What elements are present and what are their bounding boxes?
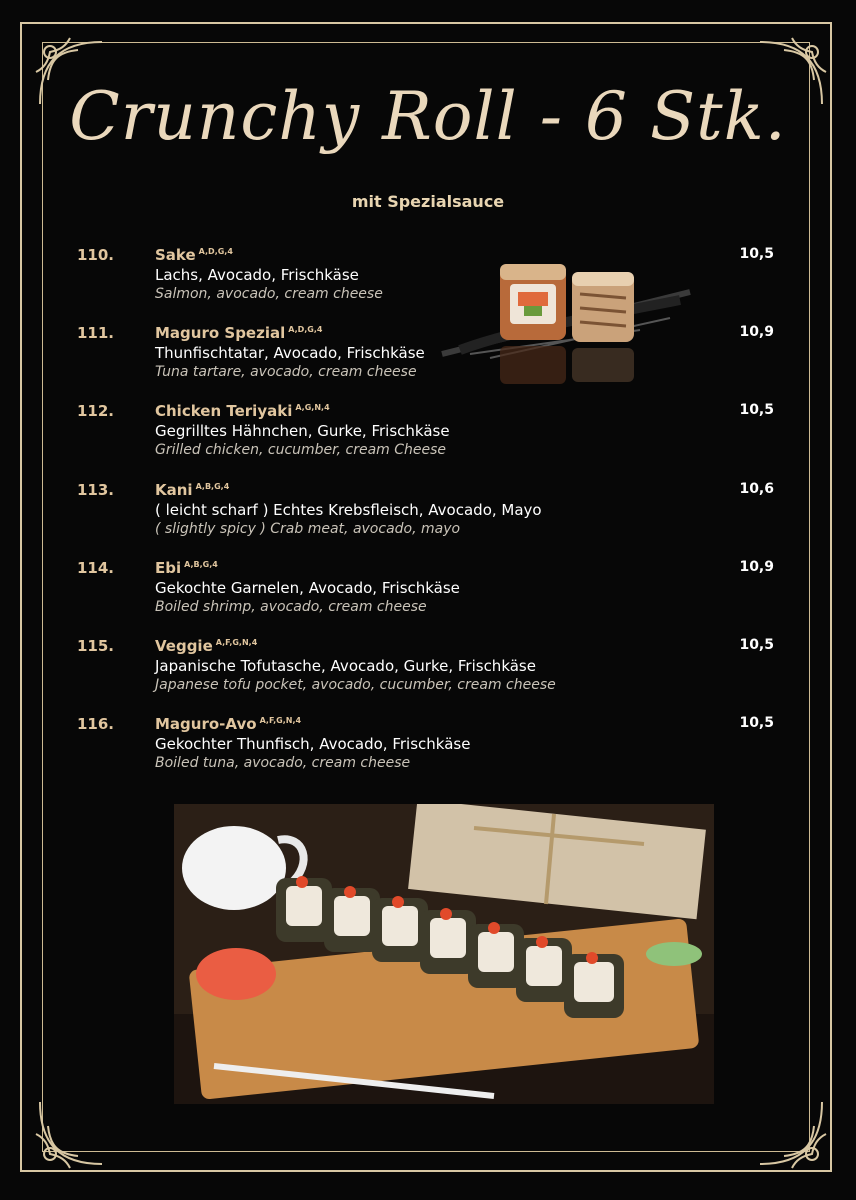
menu-item-113 [0, 481, 856, 553]
item-number: 110. [77, 246, 115, 264]
item-description-de: Thunfischtatar, Avocado, Frischkäse [155, 344, 425, 362]
item-description-en: ( slightly spicy ) Crab meat, avocado, mayo [155, 521, 461, 537]
page-subtitle: mit Spezialsauce [351, 192, 505, 211]
item-description-de: Gegrilltes Hähnchen, Gurke, Frischkäse [155, 422, 450, 440]
item-description-en: Boiled shrimp, avocado, cream cheese [155, 599, 427, 615]
item-description-de: Lachs, Avocado, Frischkäse [155, 266, 359, 284]
item-number: 114. [77, 559, 115, 577]
item-price: 10,5 [739, 246, 774, 262]
item-allergens: A,F,G,N,4 [215, 638, 258, 647]
item-price: 10,9 [739, 324, 774, 340]
corner-ornament-bottom-right [750, 1092, 832, 1174]
item-allergens: A,B,G,4 [195, 482, 230, 491]
item-name: Maguro-Avo $^{A,F,G,N,4}$ [155, 715, 302, 733]
item-name: Veggie $^{A,F,G,N,4}$ [155, 637, 258, 655]
item-description-de: Gekochter Thunfisch, Avocado, Frischkäse [155, 735, 471, 753]
page-title: Crunchy Roll - 6 Stk. [69, 78, 787, 155]
item-allergens: A,D,G,4 [288, 325, 323, 334]
menu-item-112 [0, 402, 856, 474]
item-name: Kani $^{A,B,G,4}$ [155, 481, 230, 499]
item-description-en: Grilled chicken, cucumber, cream Cheese [155, 442, 447, 458]
item-price: 10,5 [739, 402, 774, 418]
menu-item-111 [0, 324, 856, 396]
item-description-de: Gekochte Garnelen, Avocado, Frischkäse [155, 579, 460, 597]
item-price: 10,6 [739, 481, 774, 497]
sushi-rolls-photo [440, 258, 700, 390]
item-description-en: Tuna tartare, avocado, cream cheese [155, 364, 417, 380]
sushi-board-photo [174, 804, 714, 1104]
item-allergens: A,G,N,4 [295, 403, 330, 412]
item-number: 116. [77, 715, 115, 733]
menu-item-114 [0, 559, 856, 631]
menu-item-115 [0, 637, 856, 709]
item-description-en: Japanese tofu pocket, avocado, cucumber, cream cheese [155, 677, 556, 693]
item-allergens: A,D,G,4 [198, 247, 233, 256]
item-name: Maguro Spezial $^{A,D,G,4}$ [155, 324, 323, 342]
item-number: 111. [77, 324, 115, 342]
item-number: 113. [77, 481, 115, 499]
item-price: 10,5 [739, 637, 774, 653]
item-price: 10,9 [739, 559, 774, 575]
item-name: Chicken Teriyaki $^{A,G,N,4}$ [155, 402, 330, 420]
item-name: Ebi $^{A,B,G,4}$ [155, 559, 218, 577]
item-allergens: A,F,G,N,4 [259, 716, 302, 725]
corner-ornament-bottom-left [30, 1092, 112, 1174]
item-number: 112. [77, 402, 115, 420]
item-description-en: Boiled tuna, avocado, cream cheese [155, 755, 411, 771]
item-name: Sake $^{A,D,G,4}$ [155, 246, 233, 264]
item-description-de: Japanische Tofutasche, Avocado, Gurke, Frischkäse [155, 657, 536, 675]
menu-item-116 [0, 715, 856, 787]
menu-item-110 [0, 246, 856, 318]
item-description-de: ( leicht scharf ) Echtes Krebsfleisch, Avocado, Mayo [155, 501, 542, 519]
item-number: 115. [77, 637, 115, 655]
item-description-en: Salmon, avocado, cream cheese [155, 286, 383, 302]
item-allergens: A,B,G,4 [184, 560, 218, 569]
item-price: 10,5 [739, 715, 774, 731]
